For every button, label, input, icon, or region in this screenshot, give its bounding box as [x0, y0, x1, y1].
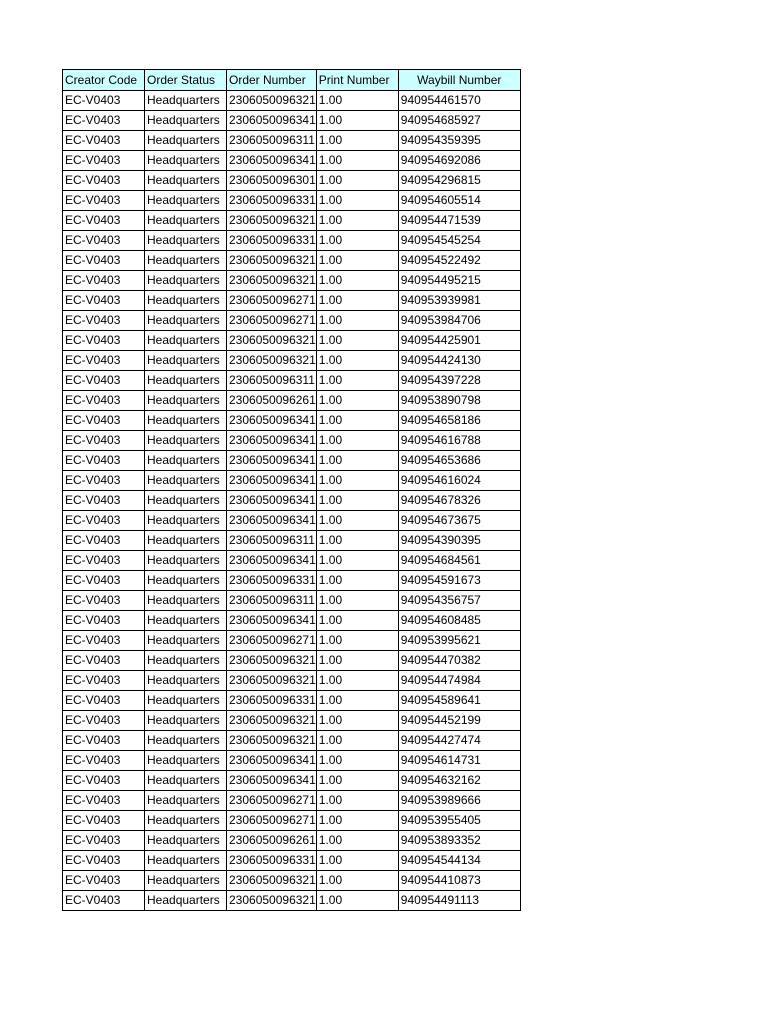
creator-code-cell[interactable]: EC-V0403	[63, 531, 145, 551]
waybill-number-cell[interactable]: 940954424130	[398, 351, 520, 371]
order-number-cell[interactable]: 2306050096311	[227, 591, 317, 611]
table-row	[63, 491, 521, 511]
print-number-cell[interactable]: 1.00	[316, 271, 398, 291]
creator-code-cell[interactable]: EC-V0403	[63, 551, 145, 571]
waybill-number-cell[interactable]: 940953890798	[398, 391, 520, 411]
creator-code-cell[interactable]: EC-V0403	[63, 811, 145, 831]
order-number-cell[interactable]: 2306050096261	[227, 831, 317, 851]
creator-code-cell[interactable]: EC-V0403	[63, 171, 145, 191]
waybill-number-cell[interactable]: 940953995621	[398, 631, 520, 651]
waybill-number-cell[interactable]: 940954390395	[398, 531, 520, 551]
creator-code-cell[interactable]: EC-V0403	[63, 571, 145, 591]
waybill-number-cell[interactable]: 940954544134	[398, 851, 520, 871]
waybill-number-cell[interactable]: 940954296815	[398, 171, 520, 191]
order-status-cell[interactable]: Headquarters	[145, 691, 227, 711]
table-row	[63, 851, 521, 871]
waybill-number-cell[interactable]: 940953955405	[398, 811, 520, 831]
creator-code-cell[interactable]: EC-V0403	[63, 351, 145, 371]
order-status-cell[interactable]: Headquarters	[145, 351, 227, 371]
creator-code-cell[interactable]: EC-V0403	[63, 711, 145, 731]
order-number-cell[interactable]: 2306050096321	[227, 651, 317, 671]
waybill-number-cell[interactable]: 940954397228	[398, 371, 520, 391]
print-number-cell[interactable]: 1.00	[316, 511, 398, 531]
print-number-cell[interactable]: 1.00	[316, 491, 398, 511]
creator-code-cell[interactable]: EC-V0403	[63, 411, 145, 431]
order-status-cell[interactable]: Headquarters	[145, 571, 227, 591]
print-number-cell[interactable]: 1.00	[316, 651, 398, 671]
creator-code-cell[interactable]: EC-V0403	[63, 851, 145, 871]
header-print-number[interactable]: Print Number	[316, 70, 398, 91]
waybill-number-cell[interactable]: 940954495215	[398, 271, 520, 291]
print-number-cell[interactable]: 1.00	[316, 731, 398, 751]
print-number-cell[interactable]: 1.00	[316, 551, 398, 571]
order-status-cell[interactable]: Headquarters	[145, 851, 227, 871]
order-status-cell[interactable]: Headquarters	[145, 651, 227, 671]
order-status-cell[interactable]: Headquarters	[145, 531, 227, 551]
print-number-cell[interactable]: 1.00	[316, 231, 398, 251]
order-status-cell[interactable]: Headquarters	[145, 251, 227, 271]
waybill-number-cell[interactable]: 940953939981	[398, 291, 520, 311]
order-number-cell[interactable]: 2306050096321	[227, 671, 317, 691]
order-status-cell[interactable]: Headquarters	[145, 171, 227, 191]
table-row	[63, 511, 521, 531]
table-row	[63, 191, 521, 211]
order-status-cell[interactable]: Headquarters	[145, 611, 227, 631]
waybill-number-cell[interactable]: 940954491113	[398, 891, 520, 911]
order-status-cell[interactable]: Headquarters	[145, 831, 227, 851]
print-number-cell[interactable]: 1.00	[316, 611, 398, 631]
waybill-table	[62, 69, 521, 911]
print-number-cell[interactable]: 1.00	[316, 851, 398, 871]
waybill-number-cell[interactable]: 940954427474	[398, 731, 520, 751]
table-row	[63, 631, 521, 651]
order-status-cell[interactable]: Headquarters	[145, 671, 227, 691]
print-number-cell[interactable]: 1.00	[316, 311, 398, 331]
table-row	[63, 531, 521, 551]
creator-code-cell[interactable]: EC-V0403	[63, 91, 145, 111]
waybill-number-cell[interactable]: 940954673675	[398, 511, 520, 531]
order-status-cell[interactable]: Headquarters	[145, 291, 227, 311]
order-number-cell[interactable]: 2306050096341	[227, 611, 317, 631]
table-row	[63, 411, 521, 431]
creator-code-cell[interactable]: EC-V0403	[63, 871, 145, 891]
table-row	[63, 471, 521, 491]
order-status-cell[interactable]: Headquarters	[145, 371, 227, 391]
creator-code-cell[interactable]: EC-V0403	[63, 451, 145, 471]
creator-code-cell[interactable]: EC-V0403	[63, 771, 145, 791]
creator-code-cell[interactable]: EC-V0403	[63, 111, 145, 131]
order-number-cell[interactable]: 2306050096341	[227, 751, 317, 771]
print-number-cell[interactable]: 1.00	[316, 411, 398, 431]
order-status-cell[interactable]: Headquarters	[145, 871, 227, 891]
print-number-cell[interactable]: 1.00	[316, 811, 398, 831]
order-number-cell[interactable]: 2306050096321	[227, 271, 317, 291]
print-number-cell[interactable]: 1.00	[316, 891, 398, 911]
creator-code-cell[interactable]: EC-V0403	[63, 271, 145, 291]
waybill-number-cell[interactable]: 940954608485	[398, 611, 520, 631]
print-number-cell[interactable]: 1.00	[316, 331, 398, 351]
header-waybill-number[interactable]: Waybill Number	[398, 70, 520, 91]
print-number-cell[interactable]: 1.00	[316, 791, 398, 811]
print-number-cell[interactable]: 1.00	[316, 571, 398, 591]
table-row	[63, 891, 521, 911]
table-row	[63, 831, 521, 851]
print-number-cell[interactable]: 1.00	[316, 751, 398, 771]
print-number-cell[interactable]: 1.00	[316, 371, 398, 391]
table-row	[63, 551, 521, 571]
order-number-cell[interactable]: 2306050096321	[227, 891, 317, 911]
waybill-number-cell[interactable]: 940954653686	[398, 451, 520, 471]
waybill-number-cell[interactable]: 940954461570	[398, 91, 520, 111]
creator-code-cell[interactable]: EC-V0403	[63, 691, 145, 711]
waybill-number-cell[interactable]: 940954678326	[398, 491, 520, 511]
order-number-cell[interactable]: 2306050096311	[227, 131, 317, 151]
order-number-cell[interactable]: 2306050096271	[227, 311, 317, 331]
order-number-cell[interactable]: 2306050096321	[227, 871, 317, 891]
waybill-number-cell[interactable]: 940954356757	[398, 591, 520, 611]
order-number-cell[interactable]: 2306050096331	[227, 231, 317, 251]
table-row	[63, 611, 521, 631]
print-number-cell[interactable]: 1.00	[316, 431, 398, 451]
order-status-cell[interactable]: Headquarters	[145, 771, 227, 791]
table-row	[63, 391, 521, 411]
order-status-cell[interactable]: Headquarters	[145, 211, 227, 231]
creator-code-cell[interactable]: EC-V0403	[63, 251, 145, 271]
waybill-number-cell[interactable]: 940953893352	[398, 831, 520, 851]
waybill-number-cell[interactable]: 940954474984	[398, 671, 520, 691]
waybill-number-cell[interactable]: 940954684561	[398, 551, 520, 571]
order-number-cell[interactable]: 2306050096341	[227, 771, 317, 791]
creator-code-cell[interactable]: EC-V0403	[63, 511, 145, 531]
order-number-cell[interactable]: 2306050096341	[227, 491, 317, 511]
order-number-cell[interactable]: 2306050096311	[227, 531, 317, 551]
creator-code-cell[interactable]: EC-V0403	[63, 371, 145, 391]
order-number-cell[interactable]: 2306050096311	[227, 371, 317, 391]
header-creator-code[interactable]: Creator Code	[63, 70, 145, 91]
order-number-cell[interactable]: 2306050096341	[227, 471, 317, 491]
order-number-cell[interactable]: 2306050096301	[227, 171, 317, 191]
table-row	[63, 371, 521, 391]
print-number-cell[interactable]: 1.00	[316, 471, 398, 491]
creator-code-cell[interactable]: EC-V0403	[63, 211, 145, 231]
creator-code-cell[interactable]: EC-V0403	[63, 791, 145, 811]
print-number-cell[interactable]: 1.00	[316, 191, 398, 211]
order-status-cell[interactable]: Headquarters	[145, 151, 227, 171]
order-number-cell[interactable]: 2306050096341	[227, 551, 317, 571]
order-number-cell[interactable]: 2306050096341	[227, 451, 317, 471]
creator-code-cell[interactable]: EC-V0403	[63, 431, 145, 451]
creator-code-cell[interactable]: EC-V0403	[63, 891, 145, 911]
table-row	[63, 711, 521, 731]
waybill-number-cell[interactable]: 940954616788	[398, 431, 520, 451]
order-status-cell[interactable]: Headquarters	[145, 791, 227, 811]
creator-code-cell[interactable]: EC-V0403	[63, 831, 145, 851]
waybill-number-cell[interactable]: 940954522492	[398, 251, 520, 271]
spreadsheet	[62, 69, 521, 911]
table-row	[63, 791, 521, 811]
waybill-number-cell[interactable]: 940954359395	[398, 131, 520, 151]
table-row	[63, 591, 521, 611]
waybill-number-cell[interactable]: 940954614731	[398, 751, 520, 771]
print-number-cell[interactable]: 1.00	[316, 771, 398, 791]
order-number-cell[interactable]: 2306050096321	[227, 211, 317, 231]
order-status-cell[interactable]: Headquarters	[145, 191, 227, 211]
order-number-cell[interactable]: 2306050096341	[227, 431, 317, 451]
order-status-cell[interactable]: Headquarters	[145, 331, 227, 351]
creator-code-cell[interactable]: EC-V0403	[63, 131, 145, 151]
table-row	[63, 91, 521, 111]
print-number-cell[interactable]: 1.00	[316, 131, 398, 151]
print-number-cell[interactable]: 1.00	[316, 171, 398, 191]
order-number-cell[interactable]: 2306050096341	[227, 511, 317, 531]
table-row	[63, 811, 521, 831]
table-row	[63, 311, 521, 331]
table-body	[63, 91, 521, 911]
order-status-cell[interactable]: Headquarters	[145, 451, 227, 471]
order-number-cell[interactable]: 2306050096271	[227, 791, 317, 811]
creator-code-cell[interactable]: EC-V0403	[63, 331, 145, 351]
creator-code-cell[interactable]: EC-V0403	[63, 591, 145, 611]
header-row	[63, 70, 521, 91]
table-row	[63, 451, 521, 471]
header-order-status[interactable]: Order Status	[145, 70, 227, 91]
order-status-cell[interactable]: Headquarters	[145, 231, 227, 251]
waybill-number-cell[interactable]: 940954692086	[398, 151, 520, 171]
order-number-cell[interactable]: 2306050096271	[227, 811, 317, 831]
print-number-cell[interactable]: 1.00	[316, 151, 398, 171]
creator-code-cell[interactable]: EC-V0403	[63, 751, 145, 771]
order-number-cell[interactable]: 2306050096321	[227, 251, 317, 271]
order-number-cell[interactable]: 2306050096341	[227, 411, 317, 431]
creator-code-cell[interactable]: EC-V0403	[63, 191, 145, 211]
order-number-cell[interactable]: 2306050096261	[227, 391, 317, 411]
print-number-cell[interactable]: 1.00	[316, 531, 398, 551]
print-number-cell[interactable]: 1.00	[316, 871, 398, 891]
order-number-cell[interactable]: 2306050096331	[227, 571, 317, 591]
order-status-cell[interactable]: Headquarters	[145, 711, 227, 731]
order-number-cell[interactable]: 2306050096321	[227, 331, 317, 351]
table-row	[63, 131, 521, 151]
order-number-cell[interactable]: 2306050096321	[227, 711, 317, 731]
table-row	[63, 671, 521, 691]
print-number-cell[interactable]: 1.00	[316, 251, 398, 271]
print-number-cell[interactable]: 1.00	[316, 691, 398, 711]
creator-code-cell[interactable]: EC-V0403	[63, 671, 145, 691]
print-number-cell[interactable]: 1.00	[316, 591, 398, 611]
creator-code-cell[interactable]: EC-V0403	[63, 491, 145, 511]
table-row	[63, 351, 521, 371]
table-row	[63, 251, 521, 271]
table-row	[63, 431, 521, 451]
table-row	[63, 111, 521, 131]
waybill-number-cell[interactable]: 940954452199	[398, 711, 520, 731]
table-row	[63, 771, 521, 791]
table-row	[63, 291, 521, 311]
order-status-cell[interactable]: Headquarters	[145, 391, 227, 411]
order-number-cell[interactable]: 2306050096331	[227, 691, 317, 711]
table-row	[63, 571, 521, 591]
waybill-number-cell[interactable]: 940954632162	[398, 771, 520, 791]
print-number-cell[interactable]: 1.00	[316, 631, 398, 651]
print-number-cell[interactable]: 1.00	[316, 451, 398, 471]
order-number-cell[interactable]: 2306050096331	[227, 851, 317, 871]
table-row	[63, 211, 521, 231]
creator-code-cell[interactable]: EC-V0403	[63, 151, 145, 171]
creator-code-cell[interactable]: EC-V0403	[63, 311, 145, 331]
order-number-cell[interactable]: 2306050096271	[227, 631, 317, 651]
table-row	[63, 171, 521, 191]
header-order-number[interactable]: Order Number	[227, 70, 317, 91]
table-row	[63, 651, 521, 671]
creator-code-cell[interactable]: EC-V0403	[63, 611, 145, 631]
print-number-cell[interactable]: 1.00	[316, 111, 398, 131]
table-row	[63, 871, 521, 891]
order-number-cell[interactable]: 2306050096341	[227, 111, 317, 131]
waybill-number-cell[interactable]: 940954616024	[398, 471, 520, 491]
print-number-cell[interactable]: 1.00	[316, 711, 398, 731]
table-row	[63, 151, 521, 171]
creator-code-cell[interactable]: EC-V0403	[63, 231, 145, 251]
order-status-cell[interactable]: Headquarters	[145, 91, 227, 111]
order-status-cell[interactable]: Headquarters	[145, 511, 227, 531]
creator-code-cell[interactable]: EC-V0403	[63, 291, 145, 311]
order-number-cell[interactable]: 2306050096321	[227, 731, 317, 751]
order-status-cell[interactable]: Headquarters	[145, 491, 227, 511]
order-number-cell[interactable]: 2306050096331	[227, 191, 317, 211]
order-status-cell[interactable]: Headquarters	[145, 431, 227, 451]
table-row	[63, 231, 521, 251]
order-status-cell[interactable]: Headquarters	[145, 471, 227, 491]
waybill-number-cell[interactable]: 940954545254	[398, 231, 520, 251]
order-number-cell[interactable]: 2306050096321	[227, 351, 317, 371]
waybill-number-cell[interactable]: 940954410873	[398, 871, 520, 891]
waybill-number-cell[interactable]: 940954470382	[398, 651, 520, 671]
table-row	[63, 331, 521, 351]
order-number-cell[interactable]: 2306050096321	[227, 91, 317, 111]
creator-code-cell[interactable]: EC-V0403	[63, 471, 145, 491]
order-status-cell[interactable]: Headquarters	[145, 411, 227, 431]
creator-code-cell[interactable]: EC-V0403	[63, 391, 145, 411]
order-status-cell[interactable]: Headquarters	[145, 311, 227, 331]
waybill-number-cell[interactable]: 940953984706	[398, 311, 520, 331]
print-number-cell[interactable]: 1.00	[316, 211, 398, 231]
print-number-cell[interactable]: 1.00	[316, 831, 398, 851]
order-status-cell[interactable]: Headquarters	[145, 731, 227, 751]
print-number-cell[interactable]: 1.00	[316, 91, 398, 111]
order-number-cell[interactable]: 2306050096271	[227, 291, 317, 311]
order-status-cell[interactable]: Headquarters	[145, 111, 227, 131]
table-row	[63, 731, 521, 751]
table-row	[63, 271, 521, 291]
order-status-cell[interactable]: Headquarters	[145, 551, 227, 571]
waybill-number-cell[interactable]: 940954425901	[398, 331, 520, 351]
order-status-cell[interactable]: Headquarters	[145, 631, 227, 651]
order-status-cell[interactable]: Headquarters	[145, 811, 227, 831]
order-status-cell[interactable]: Headquarters	[145, 131, 227, 151]
waybill-number-cell[interactable]: 940954658186	[398, 411, 520, 431]
table-row	[63, 751, 521, 771]
print-number-cell[interactable]: 1.00	[316, 351, 398, 371]
waybill-number-cell[interactable]: 940954591673	[398, 571, 520, 591]
table-row	[63, 691, 521, 711]
order-status-cell[interactable]: Headquarters	[145, 271, 227, 291]
print-number-cell[interactable]: 1.00	[316, 671, 398, 691]
order-status-cell[interactable]: Headquarters	[145, 891, 227, 911]
waybill-number-cell[interactable]: 940954471539	[398, 211, 520, 231]
print-number-cell[interactable]: 1.00	[316, 391, 398, 411]
waybill-number-cell[interactable]: 940954605514	[398, 191, 520, 211]
waybill-number-cell[interactable]: 940953989666	[398, 791, 520, 811]
waybill-number-cell[interactable]: 940954589641	[398, 691, 520, 711]
order-status-cell[interactable]: Headquarters	[145, 751, 227, 771]
creator-code-cell[interactable]: EC-V0403	[63, 631, 145, 651]
order-status-cell[interactable]: Headquarters	[145, 591, 227, 611]
waybill-number-cell[interactable]: 940954685927	[398, 111, 520, 131]
creator-code-cell[interactable]: EC-V0403	[63, 731, 145, 751]
print-number-cell[interactable]: 1.00	[316, 291, 398, 311]
order-number-cell[interactable]: 2306050096341	[227, 151, 317, 171]
creator-code-cell[interactable]: EC-V0403	[63, 651, 145, 671]
